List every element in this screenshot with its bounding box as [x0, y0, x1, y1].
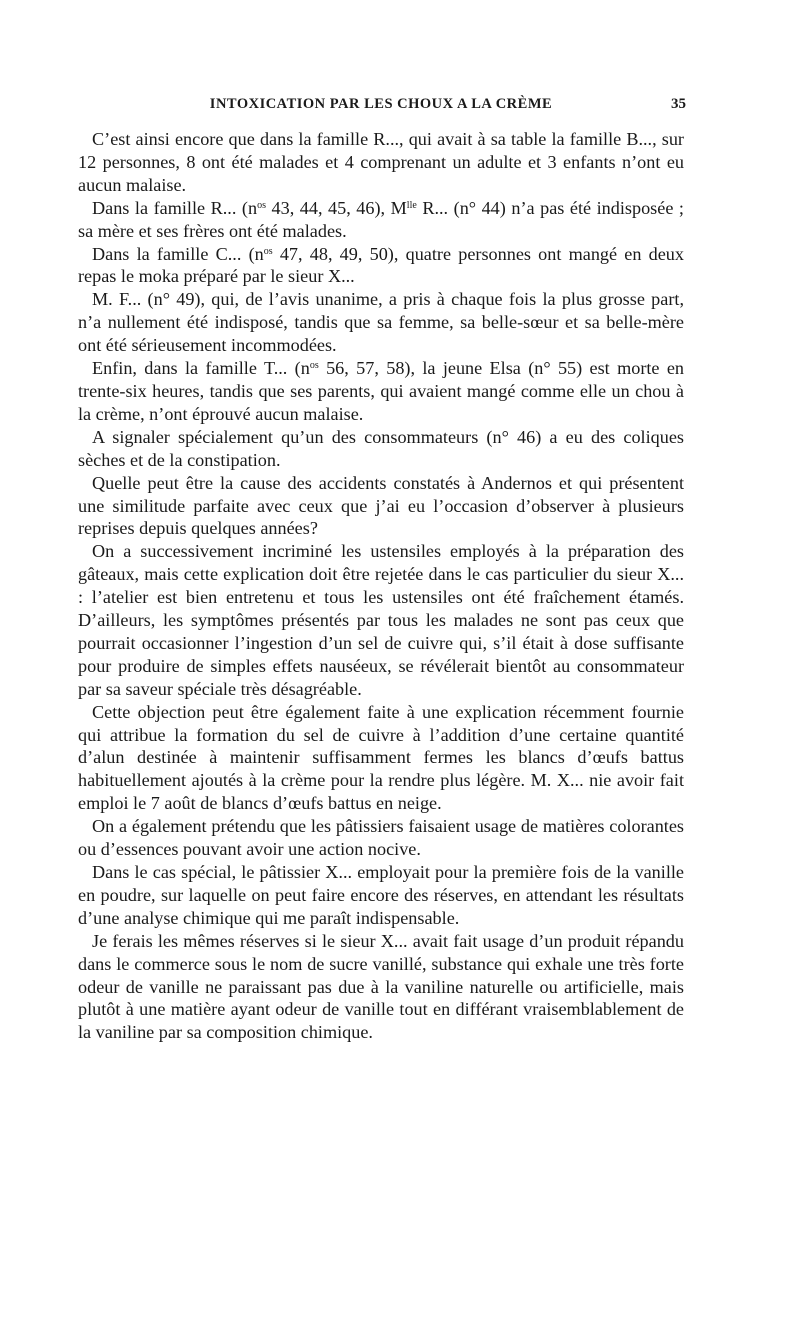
paragraph	[78, 288, 684, 357]
paragraph-text: 47, 48, 49, 50), quatre personnes ont mangé en deux repas le moka préparé par le sieur X...	[78, 243, 684, 287]
paragraph-text: Je ferais les mêmes réserves si le sieur X... avait fait usage d’un produit répandu dans le commerce sous le nom de sucre vanillé, substance qui exhale une très forte odeur de vanille ne paraissant pas due à la vaniline naturelle ou artificielle, mais plutôt à une matière ayant odeur de vanille tout en différant vraisemblablement de la vaniline par sa composition chimique.	[78, 930, 684, 1043]
superscript-text: os	[263, 245, 273, 257]
paragraph-text: Quelle peut être la cause des accidents constatés à Andernos et qui présentent une similitude parfaite avec ceux que j’ai eu l’occasion d’observer à plusieurs reprises depuis quelques années?	[78, 472, 684, 539]
paragraph-text: R... (n° 44) n’a pas été indisposée ; sa mère et ses frères ont été malades.	[78, 197, 684, 241]
paragraph	[78, 243, 684, 289]
paragraph	[78, 357, 684, 426]
paragraph-text: Dans la famille C... (n	[92, 243, 264, 264]
paragraph-text: On a successivement incriminé les ustensiles employés à la préparation des gâteaux, mais cette explication doit être rejetée dans le cas particulier du sieur X... : l’atelier est bien entretenu et tous les ustensiles ont été fraîchement étamés. D’ailleurs, les symptômes présentés par tous les malades ne sont pas ceux que pourrait occasionner l’ingestion d’un sel de cuivre qui, s’il était à dose suffisante pour produire de simples effets nauséeux, se révélerait bientôt au consommateur par sa saveur spéciale très désagréable.	[78, 541, 684, 699]
paragraph	[78, 426, 684, 472]
paragraph	[78, 930, 684, 1045]
paragraph	[78, 128, 684, 197]
paragraph-text: Dans le cas spécial, le pâtissier X... employait pour la première fois de la vanille en poudre, sur laquelle on peut faire encore des réserves, en attendant les résultats d’une analyse chimique qui me paraît indispensable.	[78, 862, 684, 928]
paragraph-text: A signaler spécialement qu’un des consommateurs (n° 46) a eu des coliques sèches et de la constipation.	[78, 426, 684, 470]
paragraph-text: Enfin, dans la famille T... (n	[92, 358, 310, 379]
paragraph-text: On a également prétendu que les pâtissiers faisaient usage de matières colorantes ou d’essences pouvant avoir une action nocive.	[78, 816, 684, 860]
body-text	[78, 128, 684, 1044]
paragraph-text: M. F... (n° 49), qui, de l’avis unanime, a pris à chaque fois la plus grosse part, n’a nullement été indisposé, tandis que sa femme, sa belle-sœur et sa belle-mère ont été sérieusement incommodées.	[78, 289, 684, 356]
superscript-text: lle	[406, 199, 417, 211]
paragraph	[78, 472, 684, 541]
paragraph-text: C’est ainsi encore que dans la famille R..., qui avait à sa table la famille B..., sur 12 personnes, 8 ont été malades et 4 comprenant un adulte et 3 enfants n’ont eu aucun malaise.	[78, 129, 684, 195]
page-number: 35	[671, 96, 686, 112]
paragraph-text: 56, 57, 58), la jeune Elsa (n° 55) est morte en trente-six heures, tandis que ses parents, qui avaient mangé comme elle un chou à la crème, n’ont éprouvé aucun malaise.	[78, 358, 684, 424]
paragraph-text: 43, 44, 45, 46), M	[265, 197, 407, 218]
paragraph	[78, 861, 684, 930]
running-title: INTOXICATION PAR LES CHOUX A LA CRÈME	[209, 96, 553, 112]
superscript-text: os	[257, 199, 266, 211]
paragraph	[78, 701, 684, 816]
paragraph	[78, 540, 684, 700]
paragraph-text: Dans la famille R... (n	[92, 197, 258, 218]
superscript-text: os	[309, 360, 319, 372]
paragraph	[78, 815, 684, 861]
paragraph-text: Cette objection peut être également faite à une explication récemment fournie qui attribue la formation du sel de cuivre à l’addition d’une certaine quantité d’alun destinée à maintenir suffisamment fermes les blancs d’œufs battus habituellement ajoutés à la crème pour la rendre plus légère. M. X... nie avoir fait emploi le 7 août de blancs d’œufs battus en neige.	[78, 701, 684, 814]
paragraph	[78, 197, 684, 243]
page-header	[78, 96, 684, 120]
